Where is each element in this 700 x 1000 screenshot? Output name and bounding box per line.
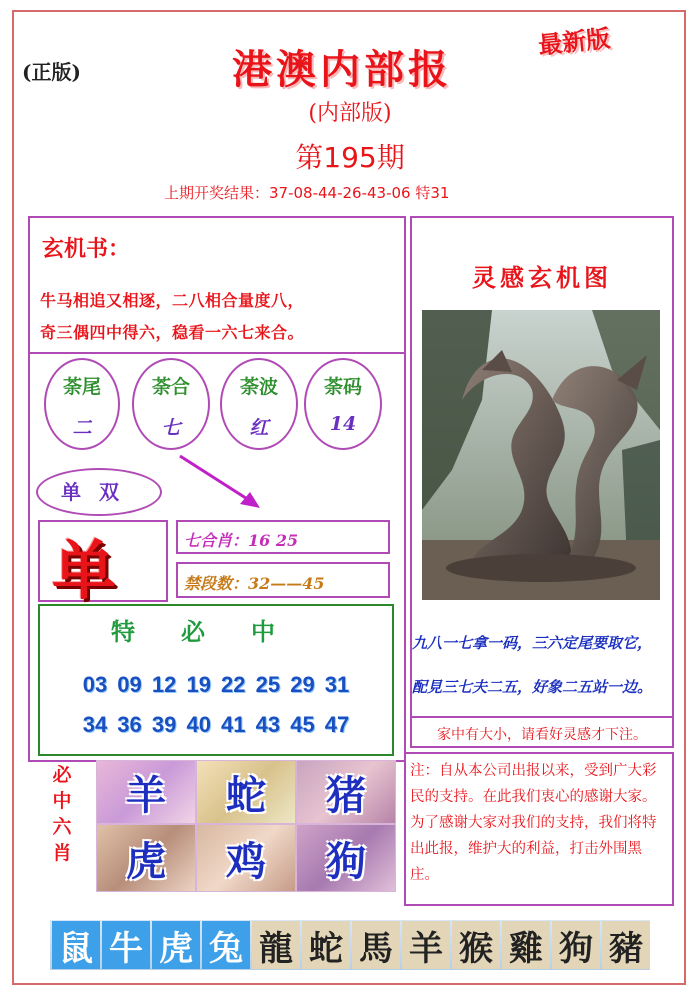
zodiac-tile [96,824,196,892]
oval-combo [132,358,210,450]
oval-code-label: 荼码 [323,376,362,398]
issue-number: 第195期 [295,141,405,174]
oval-tail-label: 荼尾 [62,376,101,398]
six-zodiac-label-char: 肖 [52,842,72,864]
poem-divider [410,716,674,718]
oval-code [304,358,382,450]
oval-wave-label: 荼波 [239,376,278,398]
zodiac-rabbit: 兔 [202,921,250,969]
odd-even-oval: 单双 [36,468,162,516]
jinshashu-box [176,562,390,598]
oval-wave-value: 红 [249,417,269,439]
zodiac-dragon: 龍 [252,921,300,969]
notice-text: 注：自从本公司出报以来，受到广大彩民的支持。在此我们衷心的感谢大家。为了感谢大家对我们的支持，我们将特出此报，维护大的利益，打击外围黑庄。 [410,763,657,883]
zodiac-tile-label: 狗 [326,837,366,885]
page-subtitle: (内部版) [308,101,392,126]
section-divider [30,352,404,354]
zodiac-ox: 牛 [102,921,150,969]
poem-line-1: 九八一七拿一码，三六定尾要取它， [412,634,653,652]
poem-line-2: 配見三七夫二五，好象二五站一边。 [412,678,653,696]
oval-wave [220,358,298,450]
oval-tail-value: 二 [72,417,92,439]
six-zodiac-label-char: 六 [52,816,72,838]
zodiac-tile [296,760,396,824]
six-zodiac-label [42,762,82,866]
xuanjishu-line-2: 奇三偶四中得六，稳看一六七来合。 [40,323,305,342]
oval-tail [44,358,120,450]
xuanjishu-title: 玄机书： [42,236,131,262]
big-char: 单 [52,534,116,609]
six-zodiac-label-char: 必 [52,764,72,786]
inspiration-note: 家中有大小，请看好灵感才下注。 [437,727,647,743]
jinshashu-label: 禁段数： [184,574,249,593]
jinshashu-value: 32——45 [248,574,325,593]
zodiac-pig: 豬 [602,921,650,969]
zodiac-tile-label: 羊 [126,771,166,819]
zodiac-tile-label: 鸡 [226,837,266,885]
number-row-2: 34 36 39 40 41 43 45 47 [82,712,350,737]
zodiac-tile-label: 蛇 [226,771,266,819]
zodiac-tile-label: 猪 [326,771,366,819]
zodiac-horse: 馬 [352,921,400,969]
zodiac-tile [96,760,196,824]
oval-combo-label: 荼合 [151,376,190,398]
arrow-icon [176,452,266,512]
oval-combo-value: 七 [161,417,181,439]
zodiac-tile [296,824,396,892]
last-draw-result: 上期开奖结果：37-08-44-26-43-06 特31 [164,184,450,202]
qihe-label: 七合肖： [184,531,249,550]
dragon-phoenix-photo [422,310,660,600]
page-title: 港澳内部报 [232,46,452,93]
edition-tag: (正版) [22,60,81,84]
latest-tag: 最新版 [536,23,612,60]
zodiac-rat: 鼠 [52,921,100,969]
zodiac-goat: 羊 [402,921,450,969]
zodiac-dog: 狗 [552,921,600,969]
zodiac-band-row [52,921,650,969]
xuanjishu-line-1: 牛马相追又相逐，二八相合量度八， [40,291,305,310]
zodiac-rooster: 雞 [502,921,550,969]
tebizhong-title: 特必中 [111,617,321,646]
oval-code-value: 14 [329,413,357,435]
six-zodiac-label-char: 中 [52,790,72,812]
zodiac-monkey: 猴 [452,921,500,969]
zodiac-tile [196,760,296,824]
number-row-1: 03 09 12 19 22 25 29 31 [82,672,350,697]
zodiac-tile [196,824,296,892]
qihe-box [176,520,390,554]
zodiac-snake: 蛇 [302,921,350,969]
inspiration-title: 灵感玄机图 [472,263,612,292]
zodiac-tiger: 虎 [152,921,200,969]
zodiac-tile-label: 虎 [126,837,166,885]
qihe-value: 16 25 [248,531,299,550]
